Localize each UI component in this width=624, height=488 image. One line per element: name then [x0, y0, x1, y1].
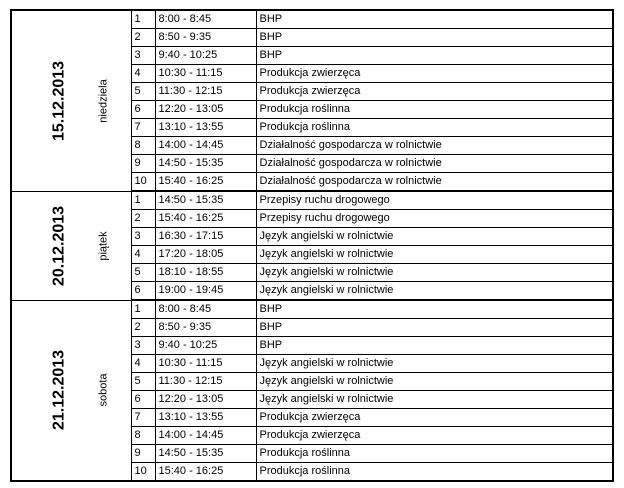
lesson-subject: Działalność gospodarcza w rolnictwie — [256, 173, 613, 192]
lesson-number: 1 — [131, 191, 155, 210]
lesson-number: 6 — [131, 391, 155, 409]
lesson-number: 3 — [131, 337, 155, 355]
lesson-row — [11, 191, 613, 210]
lesson-number: 8 — [131, 427, 155, 445]
lesson-number: 1 — [131, 300, 155, 319]
lesson-subject: BHP — [256, 29, 613, 47]
lesson-number: 7 — [131, 119, 155, 137]
lesson-time: 13:10 - 13:55 — [155, 119, 256, 137]
lesson-subject: BHP — [256, 10, 613, 29]
day-weekday: piątek — [97, 230, 110, 261]
lesson-time: 15:40 - 16:25 — [155, 210, 256, 228]
lesson-number: 4 — [131, 246, 155, 264]
lesson-subject: BHP — [256, 337, 613, 355]
lesson-number: 9 — [131, 155, 155, 173]
lesson-subject: Język angielski w rolnictwie — [256, 282, 613, 301]
lesson-time: 8:50 - 9:35 — [155, 319, 256, 337]
lesson-number: 6 — [131, 101, 155, 119]
lesson-time: 8:50 - 9:35 — [155, 29, 256, 47]
lesson-time: 11:30 - 12:15 — [155, 373, 256, 391]
lesson-subject: Język angielski w rolnictwie — [256, 391, 613, 409]
day-cell — [11, 300, 131, 481]
lesson-subject: Działalność gospodarcza w rolnictwie — [256, 155, 613, 173]
lesson-subject: Produkcja roślinna — [256, 101, 613, 119]
lesson-subject: Produkcja roślinna — [256, 445, 613, 463]
lesson-number: 3 — [131, 47, 155, 65]
lesson-time: 19:00 - 19:45 — [155, 282, 256, 301]
lesson-number: 2 — [131, 210, 155, 228]
lesson-time: 14:50 - 15:35 — [155, 191, 256, 210]
lesson-subject: Produkcja zwierzęca — [256, 409, 613, 427]
schedule-table — [10, 9, 614, 482]
lesson-number: 9 — [131, 445, 155, 463]
lesson-time: 12:20 - 13:05 — [155, 101, 256, 119]
lesson-row — [11, 10, 613, 29]
lesson-number: 2 — [131, 29, 155, 47]
lesson-number: 3 — [131, 228, 155, 246]
lesson-time: 18:10 - 18:55 — [155, 264, 256, 282]
lesson-subject: BHP — [256, 47, 613, 65]
day-date: 21.12.2013 — [50, 350, 68, 431]
lesson-subject: Produkcja roślinna — [256, 119, 613, 137]
lesson-number: 5 — [131, 264, 155, 282]
lesson-number: 2 — [131, 319, 155, 337]
lesson-number: 1 — [131, 10, 155, 29]
lesson-subject: Język angielski w rolnictwie — [256, 355, 613, 373]
lesson-time: 14:50 - 15:35 — [155, 445, 256, 463]
lesson-time: 10:30 - 11:15 — [155, 65, 256, 83]
lesson-number: 6 — [131, 282, 155, 301]
lesson-number: 7 — [131, 409, 155, 427]
lesson-number: 4 — [131, 65, 155, 83]
lesson-subject: BHP — [256, 319, 613, 337]
lesson-time: 16:30 - 17:15 — [155, 228, 256, 246]
lesson-time: 8:00 - 8:45 — [155, 10, 256, 29]
day-date: 15.12.2013 — [50, 60, 68, 141]
day-weekday: niedziela — [97, 79, 110, 123]
lesson-number: 5 — [131, 83, 155, 101]
lesson-time: 15:40 - 16:25 — [155, 463, 256, 482]
day-date: 20.12.2013 — [50, 205, 68, 286]
lesson-number: 10 — [131, 463, 155, 482]
lesson-subject: Produkcja zwierzęca — [256, 65, 613, 83]
lesson-time: 17:20 - 18:05 — [155, 246, 256, 264]
lesson-subject: Przepisy ruchu drogowego — [256, 191, 613, 210]
lesson-time: 9:40 - 10:25 — [155, 47, 256, 65]
day-cell — [11, 10, 131, 191]
lesson-subject: Język angielski w rolnictwie — [256, 264, 613, 282]
lesson-time: 12:20 - 13:05 — [155, 391, 256, 409]
lesson-number: 10 — [131, 173, 155, 192]
lesson-row — [11, 300, 613, 319]
lesson-subject: Działalność gospodarcza w rolnictwie — [256, 137, 613, 155]
lesson-time: 14:50 - 15:35 — [155, 155, 256, 173]
lesson-subject: Przepisy ruchu drogowego — [256, 210, 613, 228]
lesson-number: 5 — [131, 373, 155, 391]
lesson-subject: Język angielski w rolnictwie — [256, 246, 613, 264]
day-cell — [11, 191, 131, 300]
lesson-time: 8:00 - 8:45 — [155, 300, 256, 319]
lesson-number: 8 — [131, 137, 155, 155]
lesson-time: 9:40 - 10:25 — [155, 337, 256, 355]
lesson-number: 4 — [131, 355, 155, 373]
lesson-time: 14:00 - 14:45 — [155, 137, 256, 155]
lesson-subject: Produkcja zwierzęca — [256, 83, 613, 101]
lesson-time: 11:30 - 12:15 — [155, 83, 256, 101]
lesson-time: 14:00 - 14:45 — [155, 427, 256, 445]
day-weekday: sobota — [97, 373, 110, 407]
lesson-subject: Produkcja roślinna — [256, 463, 613, 482]
lesson-subject: BHP — [256, 300, 613, 319]
lesson-time: 10:30 - 11:15 — [155, 355, 256, 373]
lesson-time: 13:10 - 13:55 — [155, 409, 256, 427]
lesson-subject: Język angielski w rolnictwie — [256, 373, 613, 391]
lesson-subject: Produkcja zwierzęca — [256, 427, 613, 445]
lesson-time: 15:40 - 16:25 — [155, 173, 256, 192]
lesson-subject: Język angielski w rolnictwie — [256, 228, 613, 246]
